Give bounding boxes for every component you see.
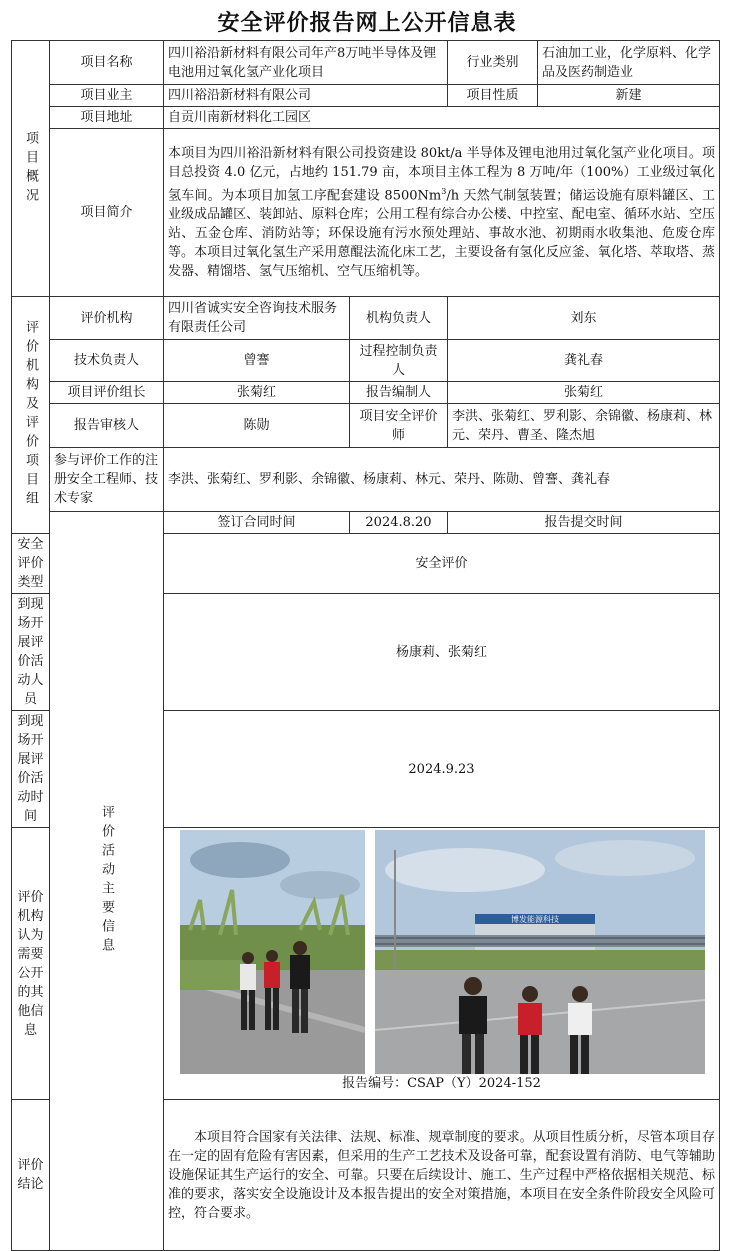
engineers-label: 参与评价工作的注册安全工程师、技术专家 <box>50 448 164 512</box>
owner-value: 四川裕沿新材料有限公司 <box>164 85 448 107</box>
tech-lead-label: 技术负责人 <box>50 340 164 382</box>
leader-label: 机构负责人 <box>350 297 448 340</box>
site-staff-label: 到现场开展评价活动人员 <box>12 594 50 711</box>
process-control-value: 龚礼春 <box>448 340 720 382</box>
intro-para-1a: 本项目为四川裕沿新材料有限公司投资建设 80kt/a 半导体及锂电池用过氧化氢产业化项目。项目总投资 4.0 亿元，占地约 151.79 亩，本项目主体工程为 8 万吨/年（100%）工业级过氧化氢车间。为本项目加氢工序配套建设 8500Nm <box>168 145 715 204</box>
safety-assessor-label: 项目安全评价师 <box>350 404 448 448</box>
nature-value: 新建 <box>538 85 720 107</box>
site-staff-value: 杨康莉、张菊红 <box>164 594 720 711</box>
owner-label: 项目业主 <box>50 85 164 107</box>
process-control-label: 过程控制负责人 <box>350 340 448 382</box>
section-agency: 评价机构及评价项目组 <box>12 297 50 534</box>
project-name-value: 四川裕沿新材料有限公司年产8万吨半导体及锂电池用过氧化氢产业化项目 <box>164 41 448 85</box>
agency-label: 评价机构 <box>50 297 164 340</box>
conclusion-value: 本项目符合国家有关法律、法规、标准、规章制度的要求。从项目性质分析，尽管本项目存在一定的固有危险有害因素，但采用的生产工艺技术及设备可靠，配套设置有消防、电气等辅助设施保证其生产运行的安全、可靠。只要在后续设计、施工、生产过程中严格依据相关规范、标准的要求，落实安全设施设计及本报告提出的安全对策措施，本项目在安全条件阶段安全风险可控，符合要求。 <box>164 1100 720 1251</box>
site-photo-1 <box>180 830 365 1074</box>
intro-label: 项目简介 <box>50 129 164 297</box>
conclusion-label: 评价结论 <box>12 1100 50 1251</box>
photo-strip <box>166 830 717 1074</box>
address-label: 项目地址 <box>50 107 164 129</box>
section-activities: 评价活动主要信息 <box>50 512 164 1251</box>
reviewer-label: 报告审核人 <box>50 404 164 448</box>
info-table <box>11 40 720 1251</box>
section-overview: 项目概况 <box>12 41 50 297</box>
site-time-value: 2024.9.23 <box>164 711 720 828</box>
agency-value: 四川省诚实安全咨询技术服务有限责任公司 <box>164 297 350 340</box>
safety-assessor-value: 李洪、张菊红、罗利影、余锦徽、杨康莉、林元、荣丹、曹圣、隆杰旭 <box>448 404 720 448</box>
project-name-label: 项目名称 <box>50 41 164 85</box>
submit-date-label: 报告提交时间 <box>448 512 720 534</box>
contract-date-label: 签订合同时间 <box>164 512 350 534</box>
report-number: 报告编号：CSAP（Y）2024-152 <box>342 1076 541 1091</box>
address-value: 自贡川南新材料化工园区 <box>164 107 720 129</box>
tech-lead-value: 曾謇 <box>164 340 350 382</box>
intro-value <box>164 129 720 297</box>
group-leader-label: 项目评价组长 <box>50 382 164 404</box>
reviewer-value: 陈勋 <box>164 404 350 448</box>
other-info-label: 评价机构认为需要公开的其他信息 <box>12 828 50 1100</box>
assessment-type-value: 安全评价 <box>164 534 720 594</box>
intro-sup: 3 <box>441 186 447 196</box>
engineers-value: 李洪、张菊红、罗利影、余锦徽、杨康莉、林元、荣丹、陈勋、曾謇、龚礼春 <box>164 448 720 512</box>
site-photo-2 <box>375 830 705 1074</box>
leader-value: 刘东 <box>448 297 720 340</box>
assessment-type-label: 安全评价类型 <box>12 534 50 594</box>
contract-date-value: 2024.8.20 <box>350 512 448 534</box>
nature-label: 项目性质 <box>448 85 538 107</box>
report-writer-value: 张菊红 <box>448 382 720 404</box>
industry-label: 行业类别 <box>448 41 538 85</box>
report-writer-label: 报告编制人 <box>350 382 448 404</box>
other-info-value <box>164 828 720 1100</box>
site-time-label: 到现场开展评价活动时间 <box>12 711 50 828</box>
page-title: 安全评价报告网上公开信息表 <box>217 11 517 36</box>
intro-para-1b: /h 天然气制氢装置；储运设施有原料罐区、工业级成品罐区、装卸站、原料仓库；公用工程有综合办公楼、中控室、配电室、循环水站、空压站、五金仓库、消防站等；环保设施有污水预处理站、事故水池、初期雨水收集池、危废仓库等。 <box>168 188 715 261</box>
group-leader-value: 张菊红 <box>164 382 350 404</box>
intro-para-2: 本项目过氧化氢生产采用蒽醌法流化床工艺，主要设备有氢化反应釜、氧化塔、萃取塔、蒸发器、精馏塔、氢气压缩机、空气压缩机等。 <box>168 245 715 280</box>
site-sign-text: 博发能源科技 <box>511 915 559 924</box>
industry-value: 石油加工业，化学原料、化学品及医药制造业 <box>538 41 720 85</box>
